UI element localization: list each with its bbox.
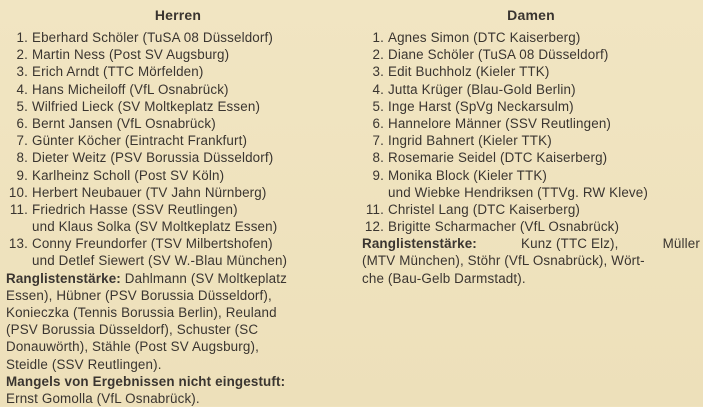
herren-entry-text: Bernt Jansen (VfL Osnabrück): [32, 115, 216, 131]
damen-rangliste-line: (MTV München), Stöhr (VfL Osnabrück), Wört-: [362, 253, 645, 269]
herren-rank-number: 1.: [16, 30, 28, 45]
herren-rangliste-line: [6, 270, 350, 287]
damen-rank-number: 4.: [372, 81, 384, 97]
damen-rangliste-line: che (Bau-Gelb Darmstadt).: [362, 270, 526, 286]
herren-entry: [6, 132, 350, 149]
herren-mangels-text: Ernst Gomolla (VfL Osnabrück).: [6, 390, 200, 406]
herren-rangliste: [6, 270, 350, 373]
damen-list: [362, 29, 700, 235]
damen-entry-text: und Wiebke Hendriksen (TTVg. RW Kleve): [388, 184, 648, 200]
damen-rank-number: 2.: [372, 47, 384, 63]
herren-rank-number: 8.: [16, 150, 28, 166]
herren-entry: [6, 63, 350, 80]
herren-rangliste-text: Dahlmann (SV Moltkeplatz: [124, 270, 287, 286]
herren-entry: [6, 29, 350, 46]
herren-entry: [6, 252, 350, 269]
damen-rank-number: 9.: [372, 167, 384, 183]
damen-entry: [362, 63, 700, 80]
damen-entry: [362, 29, 700, 46]
damen-entry-text: Jutta Krüger (Blau-Gold Berlin): [388, 81, 576, 97]
herren-list: [6, 29, 350, 270]
damen-entry: [362, 184, 700, 201]
herren-entry-text: Herbert Neubauer (TV Jahn Nürnberg): [32, 184, 267, 200]
damen-entry-text: Brigitte Scharmacher (VfL Osnabrück): [388, 219, 620, 235]
damen-entry: [362, 167, 700, 184]
damen-entry: [362, 46, 700, 63]
damen-entry: [362, 132, 700, 149]
damen-entry-text: Hannelore Männer (SSV Reutlingen): [388, 115, 612, 131]
damen-rangliste-label: Ranglistenstärke:: [362, 236, 477, 252]
damen-rangliste-text: Müller: [662, 236, 700, 252]
herren-entry: [6, 149, 350, 166]
herren-entry-text: Dieter Weitz (PSV Borussia Düsseldorf): [32, 150, 274, 166]
damen-rank-number: 1.: [372, 30, 384, 45]
herren-entry-text: Hans Micheiloff (VfL Osnabrück): [32, 81, 229, 97]
herren-rank-number: 5.: [16, 98, 28, 114]
herren-entry-text: Friedrich Hasse (SSV Reutlingen): [32, 201, 238, 217]
herren-rank-number: 7.: [16, 133, 28, 149]
herren-rank-number: 13.: [8, 236, 28, 252]
damen-entry: [362, 149, 700, 166]
herren-mangels: [6, 373, 350, 407]
herren-rank-number: 2.: [16, 47, 28, 63]
herren-rank-number: 10.: [8, 184, 28, 200]
herren-entry: [6, 184, 350, 201]
damen-rank-number: 8.: [372, 150, 384, 166]
damen-entry-text: Monika Block (Kieler TTK): [388, 167, 548, 183]
herren-rangliste-line: Konieczka (Tennis Borussia Berlin), Reuland: [6, 305, 277, 320]
herren-entry-text: Wilfried Lieck (SV Moltkeplatz Essen): [32, 98, 261, 114]
damen-entry-text: Ingrid Bahnert (Kieler TTK): [388, 133, 552, 149]
herren-mangels-label: Mangels von Ergebnissen nicht eingestuft:: [6, 373, 286, 389]
damen-column: [362, 0, 700, 287]
damen-entry: [362, 81, 700, 98]
damen-rank-number: 6.: [372, 115, 384, 131]
herren-rangliste-label: Ranglistenstärke:: [6, 270, 121, 286]
damen-entry: [362, 98, 700, 115]
damen-entry-text: Edit Buchholz (Kieler TTK): [388, 64, 550, 80]
damen-heading: Damen: [507, 7, 555, 23]
damen-entry: [362, 115, 700, 132]
herren-rangliste-line: Donauwörth), Stähle (Post SV Augsburg),: [6, 339, 259, 355]
herren-entry: [6, 235, 350, 252]
damen-entry-text: Rosemarie Seidel (DTC Kaiserberg): [388, 150, 608, 166]
herren-entry-text: Günter Köcher (Eintracht Frankfurt): [32, 133, 248, 149]
damen-rank-number: 12.: [364, 219, 384, 235]
herren-entry: [6, 115, 350, 132]
herren-rank-number: 4.: [16, 81, 28, 97]
damen-entry: [362, 201, 700, 218]
damen-rank-number: 5.: [372, 98, 384, 114]
herren-entry-text: und Klaus Solka (SV Moltkeplatz Essen): [32, 219, 278, 235]
herren-rangliste-line: Essen), Hübner (PSV Borussia Düsseldorf),: [6, 287, 272, 303]
herren-entry-text: Eberhard Schöler (TuSA 08 Düsseldorf): [32, 30, 273, 45]
herren-entry: [6, 167, 350, 184]
herren-rangliste-line: Steidle (SSV Reutlingen).: [6, 356, 162, 372]
herren-heading: Herren: [154, 7, 202, 23]
damen-rank-number: 7.: [372, 133, 384, 149]
herren-rangliste-line: (PSV Borussia Düsseldorf), Schuster (SC: [6, 322, 259, 338]
damen-entry: [362, 218, 700, 235]
damen-rank-number: 3.: [372, 64, 384, 80]
damen-entry-text: Inge Harst (SpVg Neckarsulm): [388, 98, 574, 114]
herren-entry: [6, 98, 350, 115]
herren-entry-text: Erich Arndt (TTC Mörfelden): [32, 64, 204, 80]
herren-entry: [6, 201, 350, 218]
damen-entry-text: Agnes Simon (DTC Kaiserberg): [388, 30, 581, 45]
damen-entry-text: Diane Schöler (TuSA 08 Düsseldorf): [388, 47, 609, 63]
herren-entry-text: Karlheinz Scholl (Post SV Köln): [32, 167, 225, 183]
damen-rangliste-text: Kunz (TTC Elz),: [521, 236, 619, 252]
herren-entry: [6, 46, 350, 63]
herren-rank-number: 9.: [16, 167, 28, 183]
damen-rank-number: 11.: [365, 201, 384, 217]
herren-column: [6, 0, 350, 407]
damen-rangliste: [362, 235, 700, 287]
herren-entry-text: Conny Freundorfer (TSV Milbertshofen): [32, 236, 273, 252]
herren-entry-text: und Detlef Siewert (SV W.-Blau München): [32, 253, 288, 269]
herren-rank-number: 3.: [16, 64, 28, 80]
herren-rank-number: 11.: [9, 201, 28, 217]
damen-entry-text: Christel Lang (DTC Kaiserberg): [388, 201, 581, 217]
herren-entry: [6, 218, 350, 235]
damen-rangliste-line: [362, 235, 700, 252]
herren-entry: [6, 81, 350, 98]
herren-rank-number: 6.: [16, 115, 28, 131]
herren-entry-text: Martin Ness (Post SV Augsburg): [32, 47, 230, 63]
